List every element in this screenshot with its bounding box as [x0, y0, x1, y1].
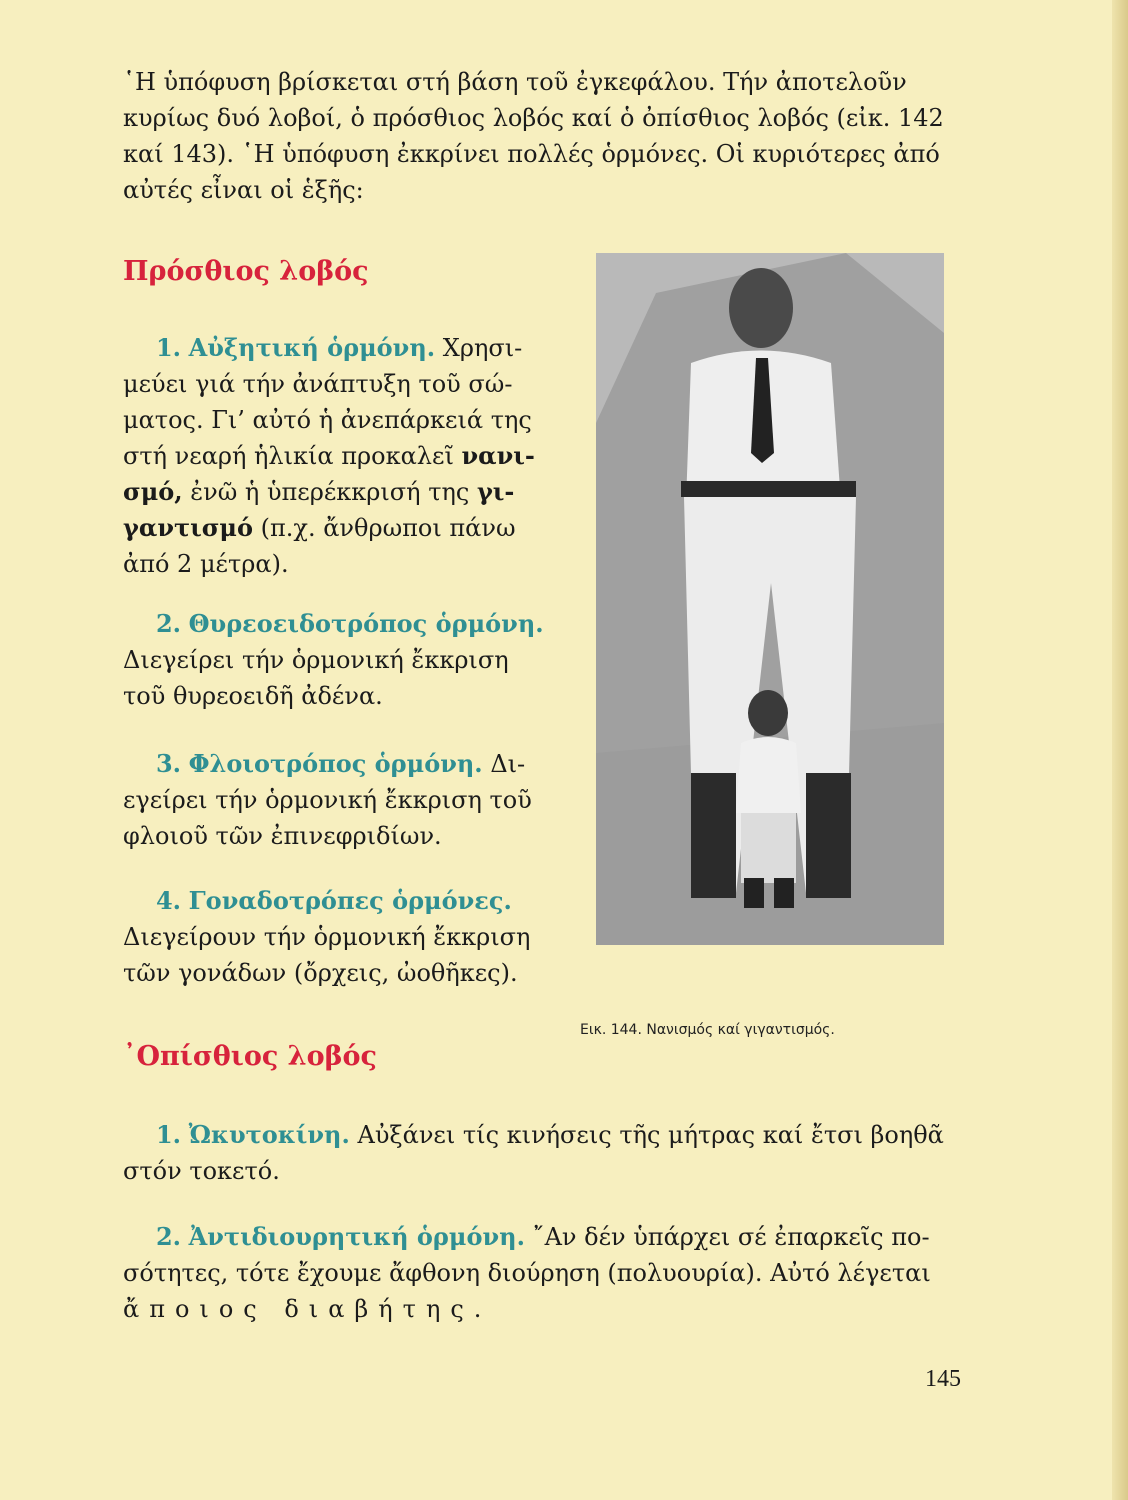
- intro-line-4: αὐτές εἶναι οἱ ἑξῆς:: [123, 176, 364, 204]
- posterior-item-2: [123, 1219, 973, 1327]
- item-line: τῶν γονάδων (ὄρχεις, ὠοθῆκες).: [123, 959, 518, 987]
- item-line: ἀπό 2 μέτρα).: [123, 550, 289, 578]
- item-text: Δι-: [490, 750, 526, 778]
- item-number: 3.: [155, 749, 181, 778]
- item-number: 4.: [155, 886, 181, 915]
- anterior-heading: Πρόσθιος λοβός: [123, 256, 369, 287]
- item-line: στόν τοκετό.: [123, 1157, 280, 1185]
- item-text: στή νεαρή ἡλικία προκαλεῖ: [123, 442, 454, 470]
- item-line: [123, 438, 563, 474]
- item-number: 2.: [155, 1222, 181, 1251]
- page-edge: [1112, 0, 1128, 1500]
- item-line: [123, 606, 563, 642]
- item-title: Ἀντιδιουρητική ὁρμόνη.: [188, 1222, 525, 1251]
- intro-line-1: ῾Η ὑπόφυση βρίσκεται στή βάση τοῦ ἐγκεφάλου. Τήν ἀποτελοῦν: [123, 68, 907, 96]
- anterior-item-3: [123, 746, 563, 854]
- term-dwarfism-end: σμό,: [123, 477, 183, 506]
- anterior-item-2: [123, 606, 563, 714]
- item-title: Φλοιοτρόπος ὁρμόνη.: [188, 749, 483, 778]
- item-text: Χρησι-: [442, 334, 523, 362]
- item-text: ῎Αν δέν ὑπάρχει σέ ἐπαρκεῖς πο-: [532, 1223, 930, 1251]
- item-text: ἐνῶ ἡ ὑπερέκκρισή της: [190, 478, 470, 506]
- item-title: Ὠκυτοκίνη.: [188, 1120, 350, 1149]
- item-text: Αὐξάνει τίς κινήσεις τῆς μήτρας καί ἔτσι βοηθᾶ: [357, 1121, 944, 1149]
- item-line: εγείρει τήν ὁρμονική ἔκκριση τοῦ: [123, 786, 532, 814]
- posterior-item-1: [123, 1117, 973, 1189]
- photo-illustration: [596, 253, 944, 945]
- item-title: Αὐξητική ὁρμόνη.: [188, 333, 436, 362]
- item-line: Διεγείρει τήν ὁρμονική ἔκκριση: [123, 646, 509, 674]
- item-title: Γοναδοτρόπες ὁρμόνες.: [188, 886, 512, 915]
- figure-photo: [596, 253, 944, 945]
- figure-caption: Εικ. 144. Νανισμός καί γιγαντισμός.: [580, 1022, 835, 1038]
- item-number: 1.: [155, 333, 181, 362]
- item-number: 1.: [155, 1120, 181, 1149]
- intro-paragraph: [123, 64, 963, 208]
- item-title: Θυρεοειδοτρόπος ὁρμόνη.: [188, 609, 544, 638]
- item-line: ματος. Γι’ αὐτό ἡ ἀνεπάρκειά της: [123, 406, 532, 434]
- item-number: 2.: [155, 609, 181, 638]
- item-text: (π.χ. ἄνθρωποι πάνω: [260, 514, 516, 542]
- item-line: [123, 474, 563, 510]
- item-line: τοῦ θυρεοειδῆ ἀδένα.: [123, 682, 383, 710]
- item-line: μεύει γιά τήν ἀνάπτυξη τοῦ σώ-: [123, 370, 513, 398]
- anterior-item-4: [123, 883, 563, 991]
- item-line: [123, 510, 563, 546]
- item-line: [123, 1219, 973, 1255]
- posterior-heading: ᾿Οπίσθιος λοβός: [123, 1041, 377, 1072]
- term-gigantism: γι-: [476, 477, 515, 506]
- term-dwarfism: νανι-: [461, 441, 535, 470]
- term-gigantism-end: γαντισμό: [123, 513, 253, 542]
- anterior-item-1: [123, 330, 563, 582]
- item-line: ἄποιος διαβήτης.: [123, 1295, 492, 1323]
- intro-line-2: κυρίως δυό λοβοί, ὁ πρόσθιος λοβός καί ὁ ὀπίσθιος λοβός (εἰκ. 142: [123, 104, 944, 132]
- item-line: φλοιοῦ τῶν ἐπινεφριδίων.: [123, 822, 442, 850]
- item-line: σότητες, τότε ἔχουμε ἄφθονη διούρηση (πολυουρία). Αὐτό λέγεται: [123, 1259, 931, 1287]
- item-line: Διεγείρουν τήν ὁρμονική ἔκκριση: [123, 923, 531, 951]
- item-line: [123, 746, 563, 782]
- page-number: 145: [925, 1366, 961, 1392]
- item-line: [123, 883, 563, 919]
- item-line: [123, 330, 563, 366]
- intro-line-3: καί 143). ῾Η ὑπόφυση ἐκκρίνει πολλές ὁρμόνες. Οἱ κυριότερες ἀπό: [123, 140, 940, 168]
- item-line: [123, 1117, 973, 1153]
